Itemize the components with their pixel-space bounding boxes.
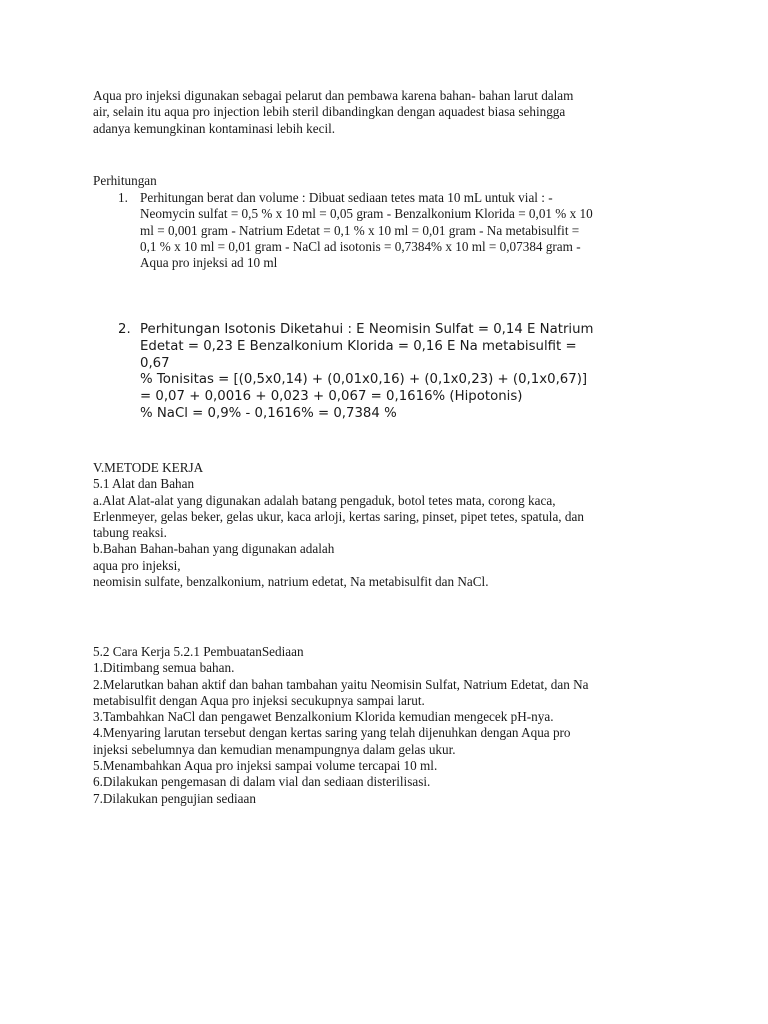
item-line: Aqua pro injeksi ad 10 ml [140, 255, 278, 271]
item-line: Perhitungan Isotonis Diketahui : E Neomisin Sulfat = 0,14 E Natrium [140, 322, 594, 337]
step-line: 2.Melarutkan bahan aktif dan bahan tambahan yaitu Neomisin Sulfat, Natrium Edetat, dan Na [93, 676, 589, 692]
item-line: 0,1 % x 10 ml = 0,01 gram - NaCl ad isotonis = 0,7384% x 10 ml = 0,07384 gram - [140, 238, 581, 254]
step-line: 4.Menyaring larutan tersebut dengan kertas saring yang telah dijenuhkan dengan Aqua pro [93, 725, 571, 741]
section-heading: Perhitungan [93, 173, 157, 188]
paragraph-line: a.Alat Alat-alat yang digunakan adalah batang pengaduk, botol tetes mata, corong kaca, [93, 492, 556, 508]
step-line: metabisulfit dengan Aqua pro injeksi secukupnya sampai larut. [93, 692, 425, 708]
step-line: 1.Ditimbang semua bahan. [93, 660, 235, 676]
section-heading: V.METODE KERJA [93, 460, 204, 475]
step-line: injeksi sebelumnya dan kemudian menampungnya dalam gelas ukur. [93, 741, 456, 757]
step-line: 6.Dilakukan pengemasan di dalam vial dan sediaan disterilisasi. [93, 774, 431, 790]
item-line: = 0,07 + 0,0016 + 0,023 + 0,067 = 0,1616% (Hipotonis) [140, 389, 523, 405]
item-line: 0,67 [140, 355, 170, 371]
paragraph-line: tabung reaksi. [93, 525, 167, 541]
item-line: ml = 0,001 gram - Natrium Edetat = 0,1 % x 10 ml = 0,01 gram - Na metabisulfit = [140, 222, 580, 238]
step-line: 5.Menambahkan Aqua pro injeksi sampai volume tercapai 10 ml. [93, 758, 438, 774]
step-line: 7.Dilakukan pengujian sediaan [93, 790, 256, 806]
list-number: 1. [118, 190, 128, 205]
paragraph-line: neomisin sulfate, benzalkonium, natrium edetat, Na metabisulfit dan NaCl. [93, 574, 489, 590]
step-line: 3.Tambahkan NaCl dan pengawet Benzalkonium Klorida kemudian mengecek pH-nya. [93, 709, 554, 725]
perhitungan-heading [93, 173, 683, 189]
subsection-heading: 5.1 Alat dan Bahan [93, 476, 195, 492]
subsection-heading: 5.2 Cara Kerja 5.2.1 PembuatanSediaan [93, 644, 304, 659]
item-line: Edetat = 0,23 E Benzalkonium Klorida = 0,16 E Na metabisulfit = [140, 338, 577, 354]
paragraph-line: aqua pro injeksi, [93, 557, 181, 573]
list-number: 2. [118, 322, 131, 337]
paragraph-line: b.Bahan Bahan-bahan yang digunakan adalah [93, 541, 335, 557]
item-line: Neomycin sulfat = 0,5 % x 10 ml = 0,05 gram - Benzalkonium Klorida = 0,01 % x 10 [140, 206, 593, 222]
list-item-text [140, 322, 700, 423]
paragraph-line: Erlenmeyer, gelas beker, gelas ukur, kaca arloji, kertas saring, pinset, pipet tetes, spatula, dan [93, 508, 584, 524]
item-line: % NaCl = 0,9% - 0,1616% = 0,7384 % [140, 405, 397, 421]
cara-kerja-section [93, 644, 683, 807]
intro-paragraph [93, 88, 683, 137]
intro-line: Aqua pro injeksi digunakan sebagai pelarut dan pembawa karena bahan- bahan larut dalam [93, 88, 574, 103]
item-line: Perhitungan berat dan volume : Dibuat sediaan tetes mata 10 mL untuk vial : - [140, 190, 553, 205]
item-line: % Tonisitas = [(0,5x0,14) + (0,01x0,16) + (0,1x0,23) + (0,1x0,67)] [140, 372, 588, 388]
intro-line: air, selain itu aqua pro injection lebih steril dibandingkan dengan aquadest biasa sehingga [93, 104, 566, 120]
metode-kerja-section [93, 460, 683, 590]
intro-line: adanya kemungkinan kontaminasi lebih kecil. [93, 120, 336, 136]
list-item-text [140, 190, 680, 271]
